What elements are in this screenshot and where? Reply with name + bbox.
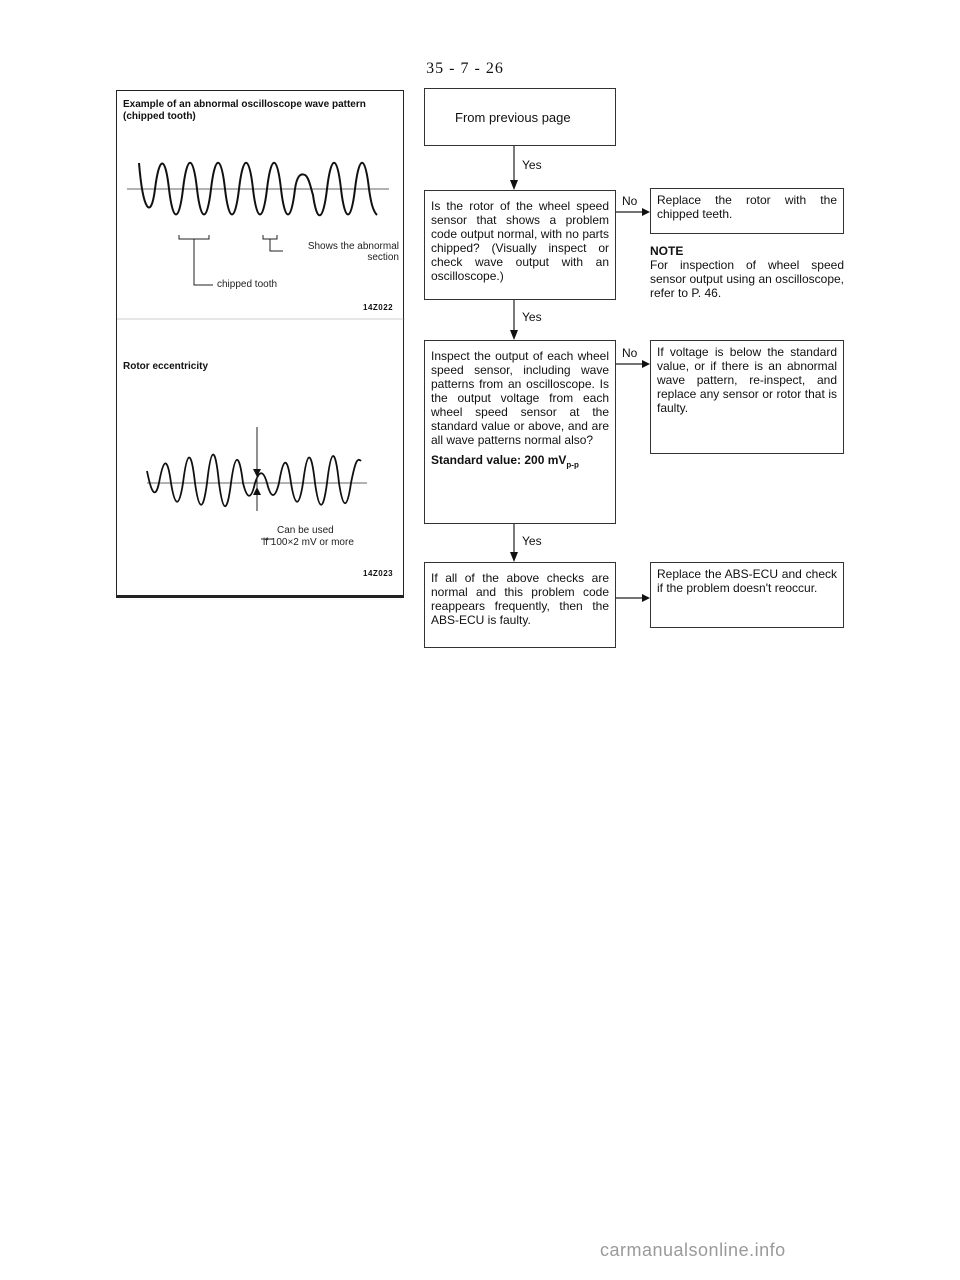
standard-value — [431, 453, 609, 472]
action-replace-rotor: Replace the rotor with the chipped teeth. — [650, 188, 844, 234]
chipped-tooth-annotation: chipped tooth — [217, 279, 278, 290]
rotor-figure-code: 14Z023 — [363, 569, 394, 578]
no-label-1: No — [622, 194, 638, 208]
standard-value-label: Standard value: 200 mV — [431, 453, 567, 467]
conclusion-abs-ecu-faulty: If all of the above checks are normal and this problem code reappears frequently, then the ABS-ECU is faulty. — [424, 562, 616, 648]
question-sensor-output — [424, 340, 616, 524]
abnormal-wave-title: Example of an abnormal oscilloscope wave pattern (chipped tooth) — [123, 99, 366, 122]
watermark: carmanualsonline.info — [600, 1240, 786, 1260]
abnormal-figure-code: 14Z022 — [363, 303, 394, 312]
yes-label-2: Yes — [522, 310, 542, 324]
question-rotor-check: Is the rotor of the wheel speed sensor that shows a problem code output normal, with no parts chipped? (Visually inspect or check wave output with an oscilloscope.) — [424, 190, 616, 300]
yes-label-1: Yes — [522, 158, 542, 172]
note-text: For inspection of wheel speed sensor output using an oscilloscope, refer to P. 46. — [650, 258, 844, 300]
rotor-eccentricity-title: Rotor eccentricity — [123, 361, 209, 372]
start-box: From previous page — [424, 88, 616, 146]
yes-label-3: Yes — [522, 534, 542, 548]
abnormal-section-annotation: Shows the abnormal section — [307, 241, 399, 263]
rotor-annotation-line2: if 100×2 mV or more — [263, 537, 354, 548]
note-label: NOTE — [650, 244, 684, 258]
action-replace-abs-ecu: Replace the ABS-ECU and check if the problem doesn't reoccur. — [650, 562, 844, 628]
page-number: 35 - 7 - 26 — [426, 60, 504, 77]
no-label-2: No — [622, 346, 638, 360]
rotor-annotation-line1: Can be used — [277, 525, 334, 536]
action-reinspect-sensor: If voltage is below the standard value, or if there is an abnormal wave pattern, re-inspect, and replace any sensor or rotor that is faulty. — [650, 340, 844, 454]
question-sensor-output-text: Inspect the output of each wheel speed sensor, including wave patterns from an oscilloscope. Is the output voltage from each wheel speed sensor at the standard value or above, and are all wave patterns normal also? — [431, 349, 609, 447]
note-block — [650, 244, 844, 300]
standard-value-unit: p-p — [566, 460, 579, 470]
